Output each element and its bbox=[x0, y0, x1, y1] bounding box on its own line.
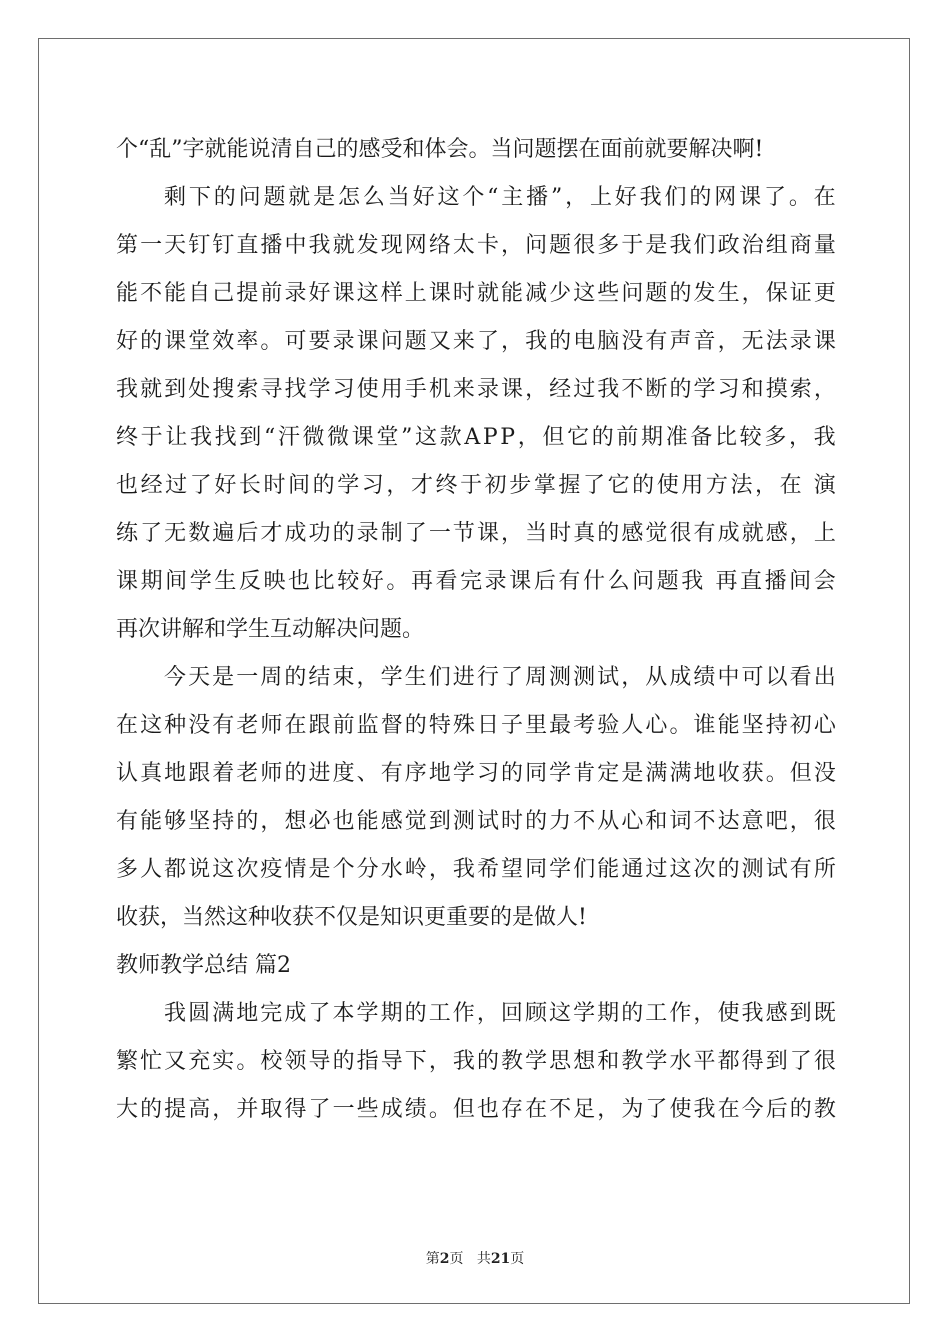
text-line: 繁 忙 又 充 实 。 校 领 导 的 指 导 下 ， 我 的 教 学 思 想 和 教 学 水 平 都 得 到 了 很 bbox=[116, 1049, 836, 1074]
section-heading: 教师教学总结 篇2 bbox=[116, 953, 291, 978]
total-pages: 21 bbox=[490, 1251, 511, 1267]
text-line: 大 的 提 高 ， 并 取 得 了 一 些 成 绩 。 但 也 存 在 不 足 ， 为 了 使 我 在 今 后 的 教 bbox=[116, 1097, 836, 1122]
text-line: 课 期 间 学 生 反 映 也 比 较 好 。 再 看 完 录 课 后 有 什 么 问 题 我 再 直 播 间 会 bbox=[116, 569, 836, 594]
text-line: 今 天 是 一 周 的 结 束 ， 学 生 们 进 行 了 周 测 测 试 ， 从 成 绩 中 可 以 看 出 bbox=[164, 665, 836, 690]
text-line: 多 人 都 说 这 次 疫 情 是 个 分 水 岭 ， 我 希 望 同 学 们 能 通 过 这 次 的 测 试 有 所 bbox=[116, 857, 836, 882]
document-body bbox=[116, 126, 836, 1134]
text-line: 在 这 种 没 有 老 师 在 跟 前 监 督 的 特 殊 日 子 里 最 考 验 人 心 。 谁 能 坚 持 初 心 bbox=[116, 713, 836, 738]
text-line: 终 于 让 我 找 到 “ 汗 微 微 课 堂 ” 这 款 A P P ， 但 它 的 前 期 准 备 比 较 多 ， 我 bbox=[116, 425, 836, 450]
text-line: 剩 下 的 问 题 就 是 怎 么 当 好 这 个 “ 主 播 ” ， 上 好 我 们 的 网 课 了 。 在 bbox=[164, 185, 836, 210]
page-footer bbox=[0, 1248, 950, 1268]
text-line: 也 经 过 了 好 长 时 间 的 学 习 ， 才 终 于 初 步 掌 握 了 它 的 使 用 方 法 ， 在 演 bbox=[116, 473, 836, 498]
text-line: 有 能 够 坚 持 的 ， 想 必 也 能 感 觉 到 测 试 时 的 力 不 从 心 和 词 不 达 意 吧 ， 很 bbox=[116, 809, 836, 834]
text-line: 再次讲解和学生互动解决问题。 bbox=[116, 617, 425, 642]
page-number: 2 bbox=[439, 1251, 450, 1267]
text-line: 第 一 天 钉 钉 直 播 中 我 就 发 现 网 络 太 卡 ， 问 题 很 多 于 是 我 们 政 治 组 商 量 bbox=[116, 233, 836, 258]
text-line: 好 的 课 堂 效 率 。 可 要 录 课 问 题 又 来 了 ， 我 的 电 脑 没 有 声 音 ， 无 法 录 课 bbox=[116, 329, 836, 354]
page-label-suffix: 页 bbox=[449, 1251, 464, 1267]
text-line: 能 不 能 自 己 提 前 录 好 课 这 样 上 课 时 就 能 减 少 这 些 问 题 的 发 生 ， 保 证 更 bbox=[116, 281, 836, 306]
text-line: 我 就 到 处 搜 索 寻 找 学 习 使 用 手 机 来 录 课 ， 经 过 我 不 断 的 学 习 和 摸 索 ， bbox=[116, 377, 836, 402]
text-line: 练 了 无 数 遍 后 才 成 功 的 录 制 了 一 节 课 ， 当 时 真 的 感 觉 很 有 成 就 感 ， 上 bbox=[116, 521, 836, 546]
text-line: 认 真 地 跟 着 老 师 的 进 度 、 有 序 地 学 习 的 同 学 肯 定 是 满 满 地 收 获 。 但 没 bbox=[116, 761, 836, 786]
total-label-suffix: 页 bbox=[510, 1251, 525, 1267]
text-line: 我 圆 满 地 完 成 了 本 学 期 的 工 作 ， 回 顾 这 学 期 的 工 作 ， 使 我 感 到 既 bbox=[164, 1001, 836, 1026]
page-label-prefix: 第 bbox=[425, 1251, 440, 1267]
total-label-prefix: 共 bbox=[476, 1251, 491, 1267]
text-line: 收获，当然这种收获不仅是知识更重要的是做人! bbox=[116, 905, 587, 930]
text-line: 个“乱”字就能说清自己的感受和体会。当问题摆在面前就要解决啊! bbox=[116, 137, 764, 162]
